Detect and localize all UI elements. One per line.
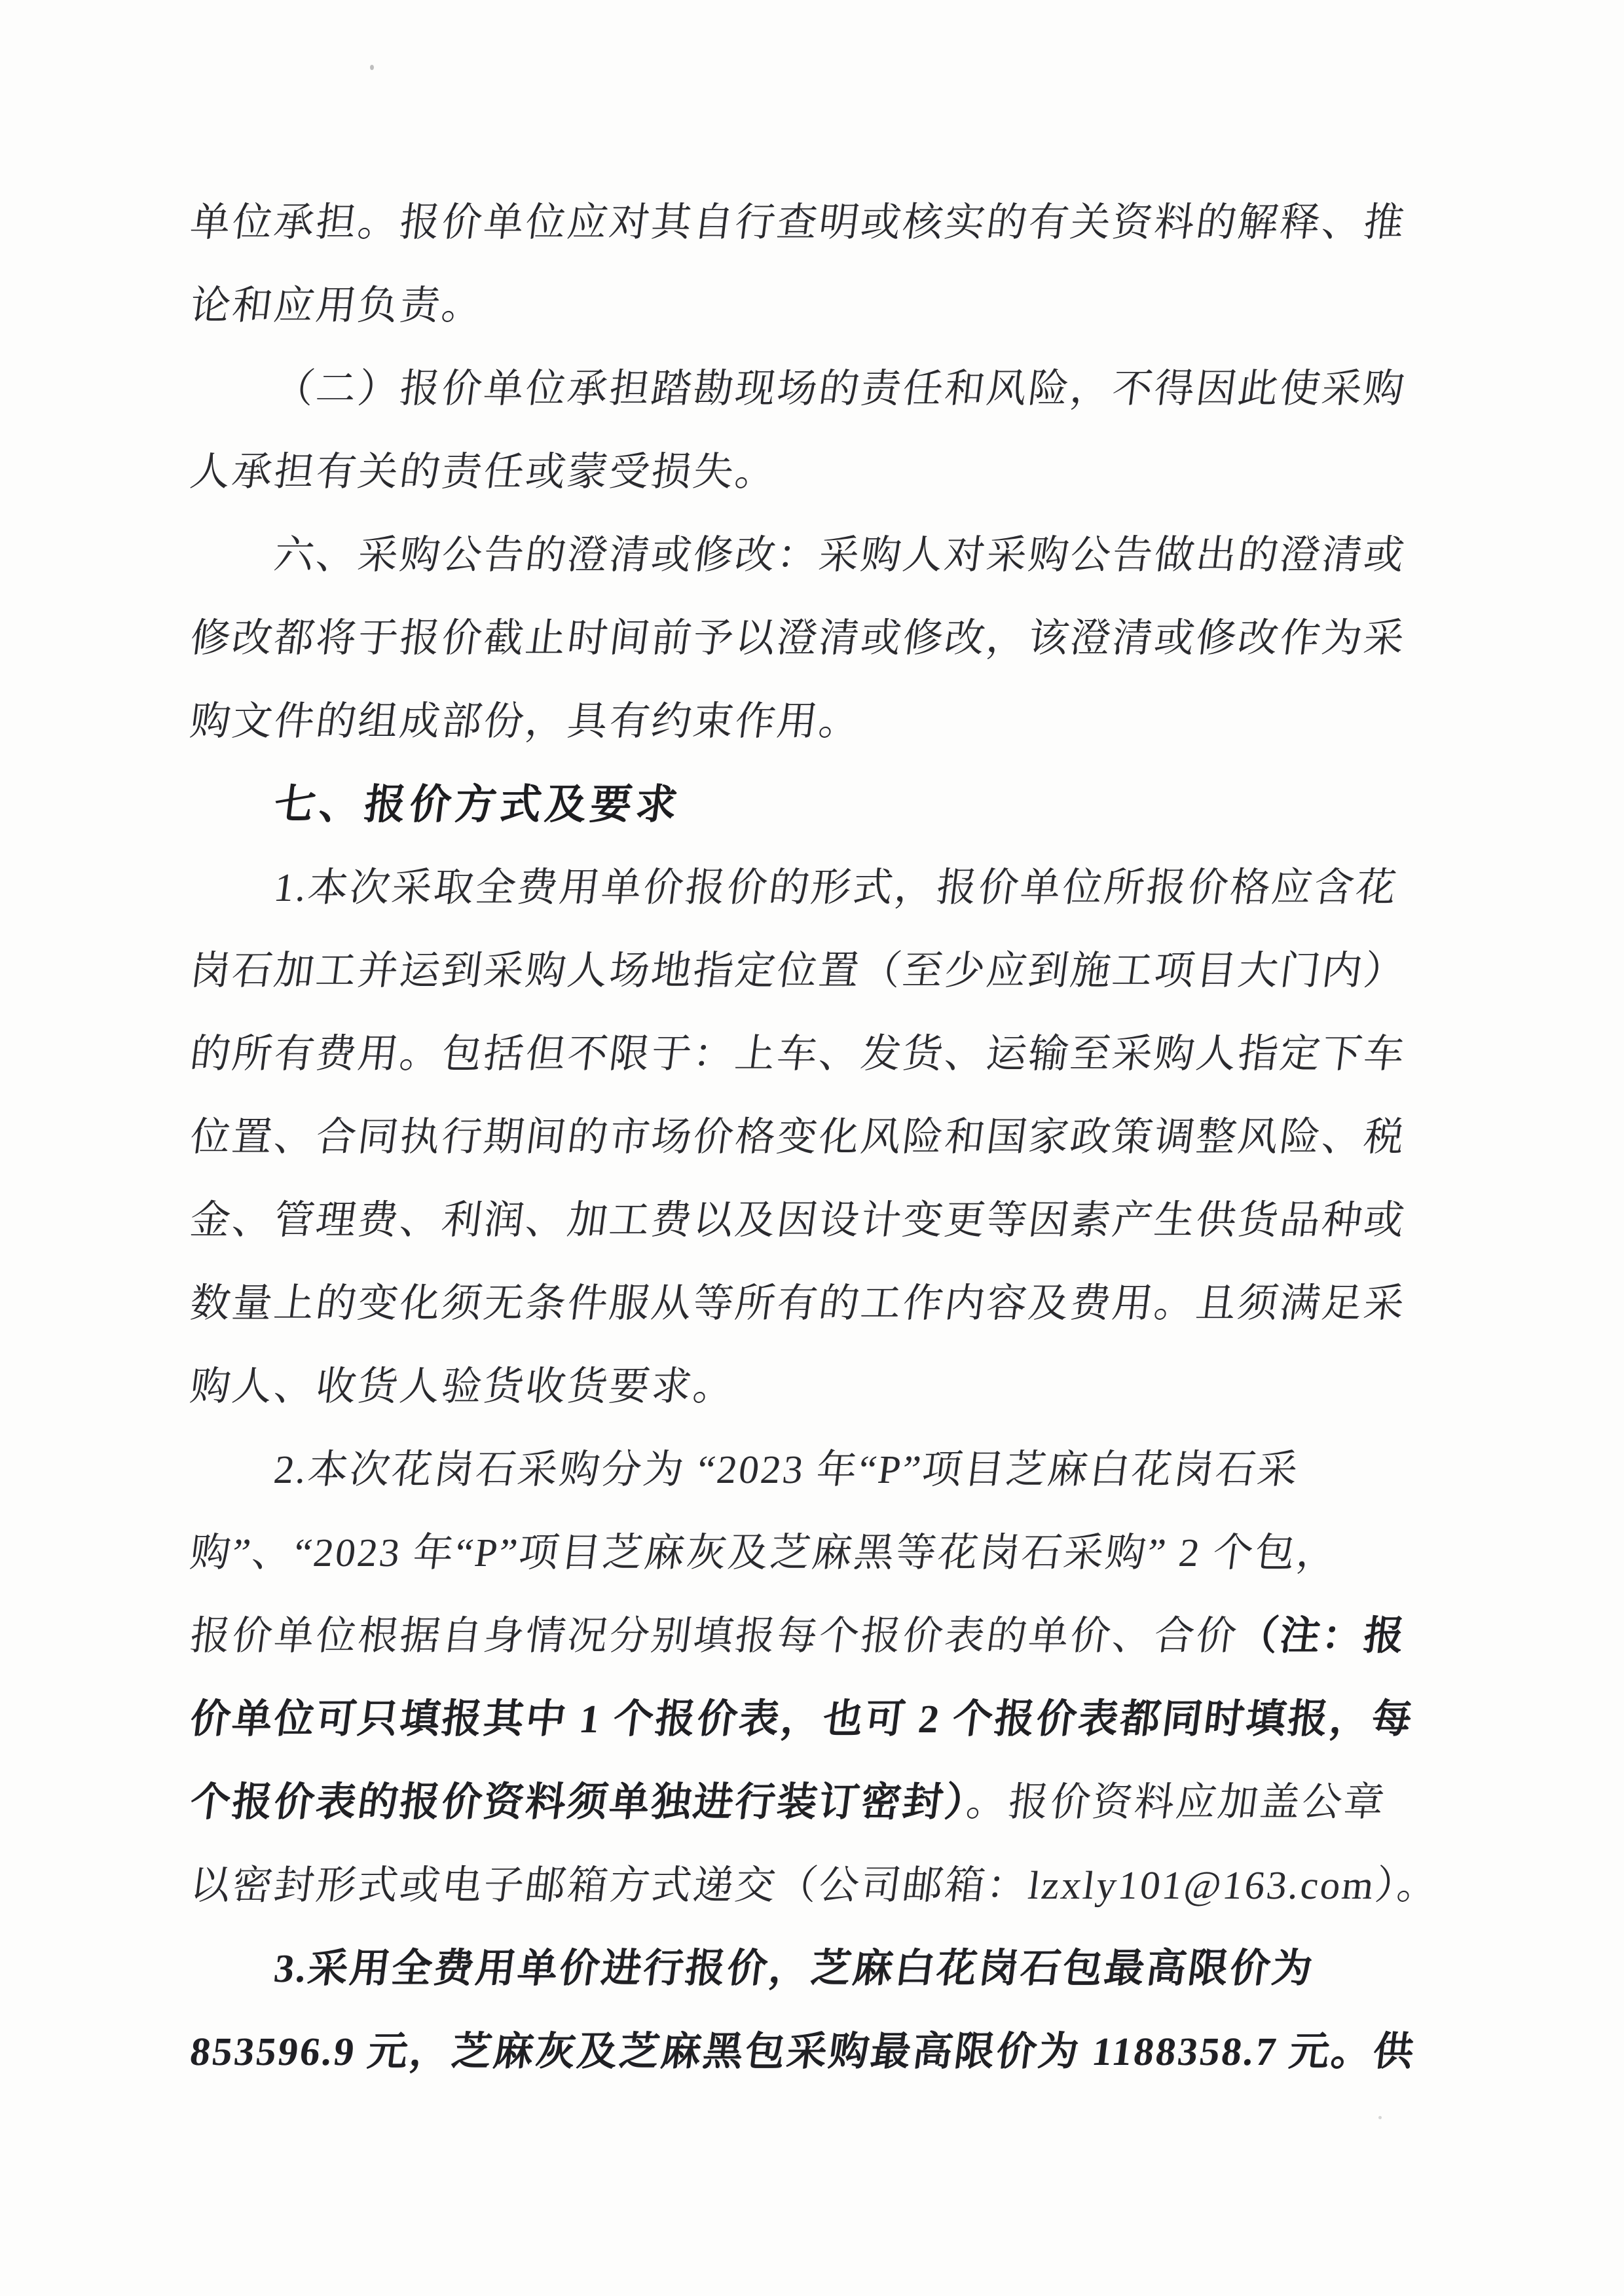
scan-speck — [370, 65, 374, 70]
text-run: 购”、“2023 年“P”项目芝麻灰及芝麻黑等花岗石采购” 2 个包， — [187, 1531, 1342, 1575]
text-line-13 — [185, 1179, 1512, 1262]
text-run: 论和应用负责。 — [187, 284, 487, 328]
text-run: 1.本次采取全费用单价报价的形式，报价单位所报价格应含花 — [271, 866, 1401, 910]
text-run: 购文件的组成部份，具有约束作用。 — [187, 700, 864, 744]
text-line-3 — [185, 348, 1512, 431]
text-line-4 — [185, 431, 1512, 514]
text-line-11 — [185, 1013, 1512, 1096]
text-line-22 — [185, 1927, 1512, 2011]
text-run: 3.采用全费用单价进行报价，芝麻白花岗石包最高限价为 — [271, 1947, 1317, 1991]
text-run: 人承担有关的责任或蒙受损失。 — [187, 450, 780, 494]
text-run: 。报价资料应加盖公章 — [964, 1781, 1389, 1825]
text-line-19 — [185, 1678, 1512, 1761]
text-run: 个报价表的报价资料须单独进行装订密封） — [187, 1781, 970, 1825]
text-line-6 — [185, 597, 1512, 680]
text-run: 的所有费用。包括但不限于：上车、发货、运输至采购人指定下车 — [187, 1032, 1409, 1076]
text-line-20 — [185, 1761, 1512, 1844]
text-line-17 — [185, 1512, 1512, 1595]
text-line-7 — [185, 680, 1512, 763]
text-run: 报价单位根据自身情况分别填报每个报价表的单价、合价 — [187, 1614, 1241, 1658]
text-run: （二）报价单位承担踏勘现场的责任和风险，不得因此使采购 — [271, 367, 1409, 411]
text-run: 以密封形式或电子邮箱方式递交（公司邮箱：lzxly101@163.com）。 — [187, 1864, 1442, 1908]
text-line-2 — [185, 264, 1512, 348]
text-line-10 — [185, 930, 1512, 1013]
text-run: 位置、合同执行期间的市场价格变化风险和国家政策调整风险、税 — [187, 1116, 1409, 1159]
text-line-23 — [185, 2011, 1512, 2094]
text-line-9 — [185, 847, 1512, 930]
text-run: 单位承担。报价单位应对其自行查明或核实的有关资料的解释、推 — [187, 201, 1409, 245]
text-run: 价单位可只填报其中 1 个报价表，也可 2 个报价表都同时填报，每 — [187, 1698, 1416, 1741]
text-line-14 — [185, 1262, 1512, 1345]
text-line-16 — [185, 1429, 1512, 1512]
text-run: 购人、收货人验货收货要求。 — [187, 1365, 738, 1409]
text-block — [185, 181, 1502, 2094]
text-run: 六、采购公告的澄清或修改：采购人对采购公告做出的澄清或 — [271, 534, 1409, 577]
text-run: 2.本次花岗石采购分为 “2023 年“P”项目芝麻白花岗石采 — [271, 1448, 1302, 1492]
text-line-1 — [185, 181, 1512, 264]
text-run: 七、报价方式及要求 — [271, 782, 684, 828]
text-run: 岗石加工并运到采购人场地指定位置（至少应到施工项目大门内） — [187, 949, 1409, 993]
text-line-18 — [185, 1595, 1512, 1678]
text-line-15 — [185, 1345, 1512, 1429]
text-line-5 — [185, 514, 1512, 597]
text-line-21 — [185, 1844, 1512, 1927]
text-run: （注：报 — [1235, 1614, 1409, 1658]
text-run: 数量上的变化须无条件服从等所有的工作内容及费用。且须满足采 — [187, 1282, 1409, 1326]
scan-speck — [1378, 2116, 1382, 2119]
text-run: 853596.9 元，芝麻灰及芝麻黑包采购最高限价为 1188358.7 元。供 — [187, 2030, 1418, 2074]
section-heading — [185, 763, 1512, 847]
text-line-12 — [185, 1096, 1512, 1179]
text-run: 金、管理费、利润、加工费以及因设计变更等因素产生供货品种或 — [187, 1199, 1409, 1243]
text-run: 修改都将于报价截止时间前予以澄清或修改，该澄清或修改作为采 — [187, 617, 1409, 661]
